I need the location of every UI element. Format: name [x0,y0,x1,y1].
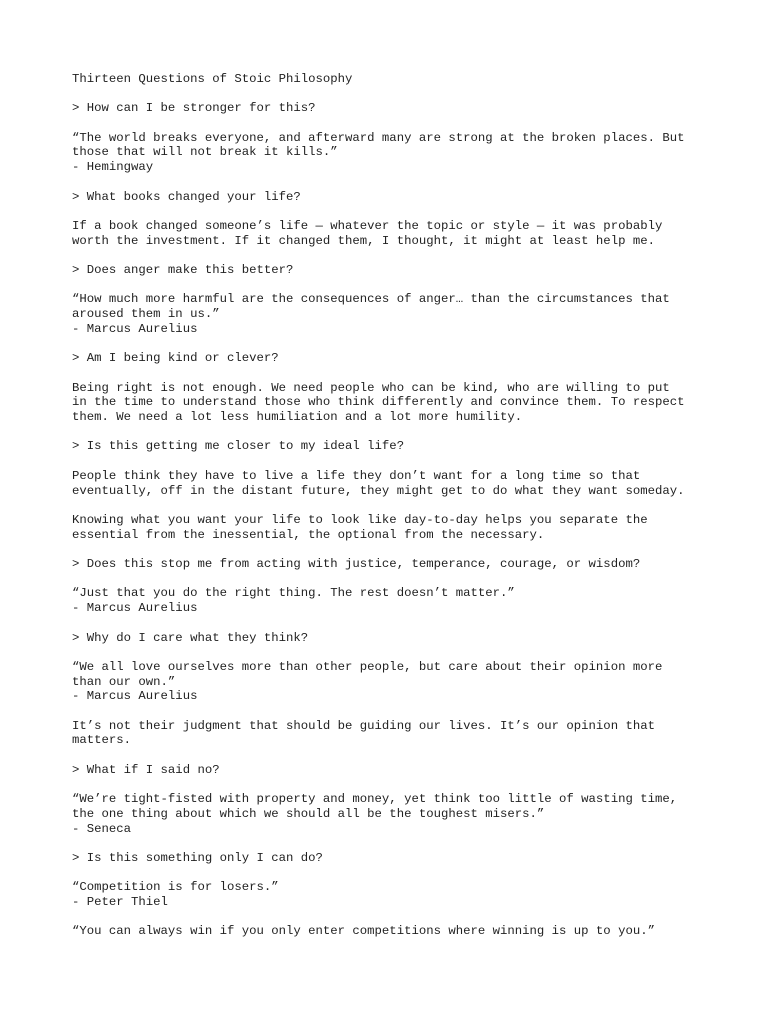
quote-competitions: “You can always win if you only enter competitions where winning is up to you.” [72,924,655,939]
quote-anger: “How much more harmful are the consequences of anger… than the circumstances that aroused them in us.” - Marcus Aurelius [72,292,670,336]
paragraph-kindness: Being right is not enough. We need people who can be kind, who are willing to put in the time to understand those who think differently and convince them. To respect them. We need a lot less humiliation and a lot more humility. [72,380,685,425]
document-page [72,72,712,939]
question-7: > Why do I care what they think? [72,630,309,645]
paragraph-judgment: It’s not their judgment that should be guiding our lives. It’s our opinion that matters. [72,718,655,748]
paragraph-books: If a book changed someone’s life — whatever the topic or style — it was probably worth the investment. If it changed them, I thought, it might at least help me. [72,218,663,248]
question-1: > How can I be stronger for this? [72,101,316,116]
paragraph-ideal-life: People think they have to live a life they don’t want for a long time so that eventually, off in the distant future, they might get to do what they want someday. [72,468,685,498]
question-6: > Does this stop me from acting with justice, temperance, courage, or wisdom? [72,557,641,572]
quote-seneca: “We’re tight-fisted with property and money, yet think too little of wasting time, the one thing about which we should all be the toughest misers.” - Seneca [72,792,678,836]
quote-right-thing: “Just that you do the right thing. The rest doesn’t matter.” - Marcus Aurelius [72,586,515,616]
quote-hemingway: “The world breaks everyone, and afterward many are strong at the broken places. But those that will not break it kills.” - Hemingway [72,130,685,175]
quote-opinion: “We all love ourselves more than other people, but care about their opinion more than our own.” - Marcus Aurelius [72,659,663,704]
question-8: > What if I said no? [72,762,220,777]
paragraph-day-to-day: Knowing what you want your life to look like day-to-day helps you separate the essential from the inessential, the optional from the necessary. [72,512,648,542]
document-title: Thirteen Questions of Stoic Philosophy [72,72,353,86]
question-3: > Does anger make this better? [72,263,294,278]
question-5: > Is this getting me closer to my ideal life? [72,439,405,454]
question-2: > What books changed your life? [72,189,301,204]
question-9: > Is this something only I can do? [72,850,323,865]
question-4: > Am I being kind or clever? [72,351,279,366]
quote-thiel: “Competition is for losers.” - Peter Thiel [72,880,279,910]
